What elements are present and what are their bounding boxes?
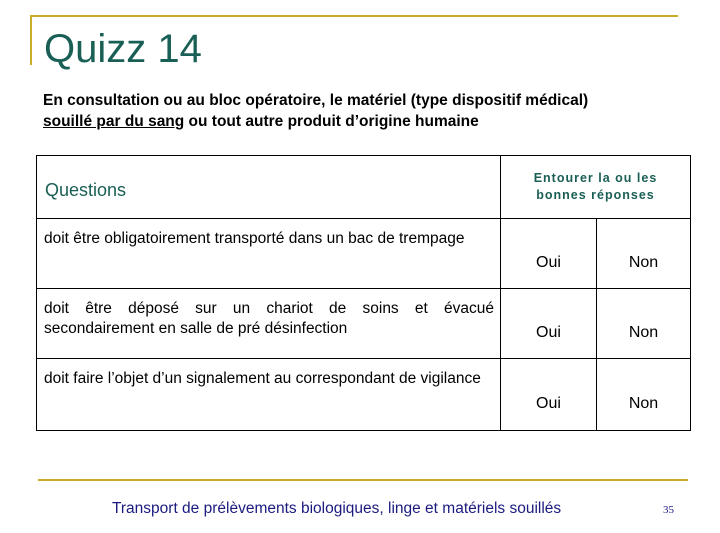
question-text: doit être obligatoirement transporté dans un bac de trempage	[37, 219, 501, 289]
footer-divider	[38, 479, 688, 481]
intro-line-2	[43, 111, 703, 132]
title-frame-left-line	[30, 15, 32, 65]
intro-line-1: En consultation ou au bloc opératoire, le matériel (type dispositif médical)	[43, 92, 589, 109]
question-text: doit être déposé sur un chariot de soins et évacué secondairement en salle de pré désinfection	[37, 289, 501, 359]
answer-oui[interactable]: Oui	[501, 219, 597, 289]
questions-header: Questions	[37, 156, 501, 219]
answers-header	[501, 156, 691, 219]
answers-header-line-1: Entourer la ou les	[533, 171, 658, 185]
question-text: doit faire l’objet d’un signalement au correspondant de vigilance	[37, 359, 501, 431]
answers-header-line-2: bonnes réponses	[536, 188, 655, 202]
quiz-table	[36, 155, 691, 431]
title-frame-top-line	[30, 15, 678, 17]
intro-line-2-rest: ou tout autre produit d’origine humaine	[184, 113, 479, 130]
answer-non[interactable]: Non	[597, 219, 691, 289]
table-row	[37, 289, 691, 359]
table-row	[37, 359, 691, 431]
answer-oui[interactable]: Oui	[501, 289, 597, 359]
answer-non[interactable]: Non	[597, 289, 691, 359]
intro-underlined-phrase: souillé par du sang	[43, 113, 185, 130]
intro-text	[43, 90, 703, 132]
slide-title: Quizz 14	[44, 27, 202, 71]
page-number: 35	[663, 504, 674, 516]
answer-non[interactable]: Non	[597, 359, 691, 431]
footer-text: Transport de prélèvements biologiques, linge et matériels souillés	[112, 500, 562, 517]
answer-oui[interactable]: Oui	[501, 359, 597, 431]
table-header-row	[37, 156, 691, 219]
table-row	[37, 219, 691, 289]
